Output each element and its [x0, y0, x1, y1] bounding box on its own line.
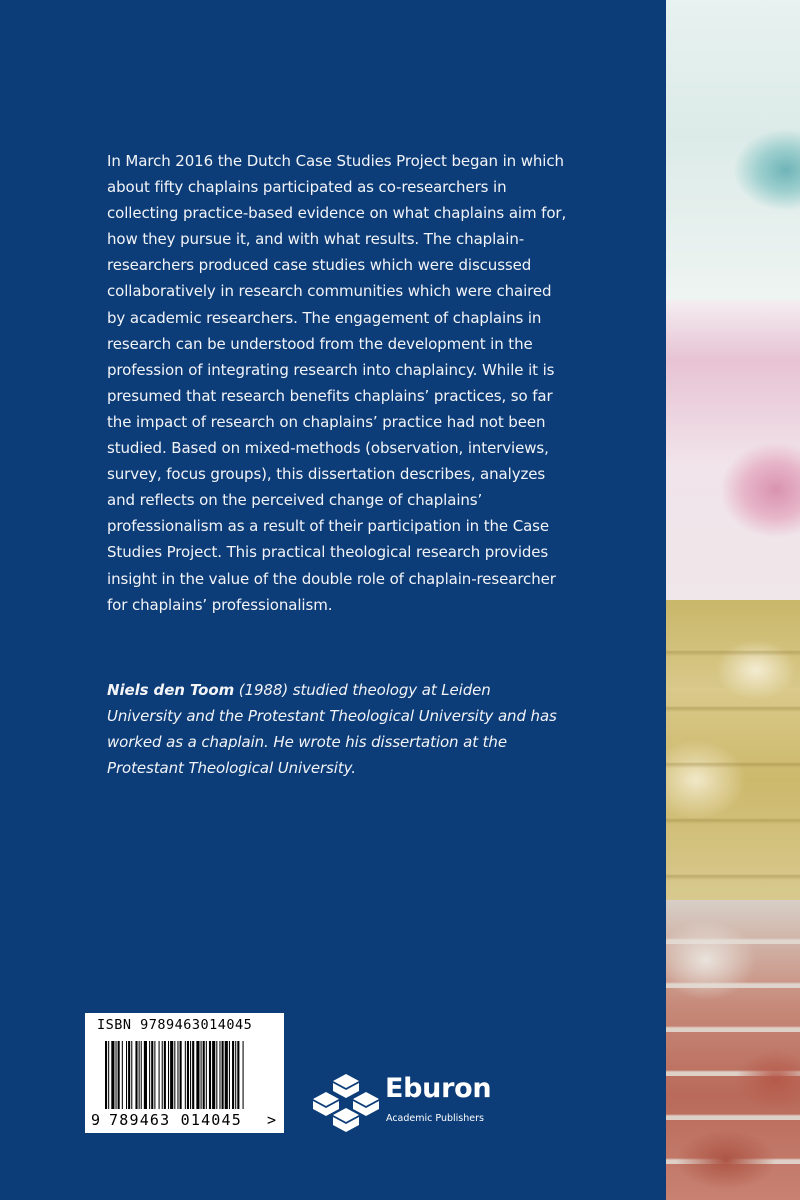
isbn-label: ISBN 9789463014045: [97, 1017, 253, 1033]
barcode-bar: [185, 1041, 186, 1109]
barcode-bar: [219, 1041, 220, 1109]
barcode-bar: [212, 1041, 215, 1109]
author-bio-text: (1988) studied theology at Leiden University and the Protestant Theological University and has worked as a chaplain. He wrote his dissertation at the Protestant Theological University.: [107, 681, 557, 777]
barcode-bar: [243, 1041, 244, 1109]
author-name: Niels den Toom: [107, 681, 235, 699]
barcode-bar: [190, 1041, 191, 1109]
barcode-bar: [203, 1041, 205, 1109]
brick-wall-photo: [666, 900, 800, 1200]
barcode-bar: [174, 1041, 175, 1109]
barcode-bar: [187, 1041, 189, 1109]
barcode-bar: [122, 1041, 123, 1109]
barcode-bar: [126, 1041, 127, 1109]
author-bio: [107, 677, 567, 781]
barcode-bar: [225, 1041, 228, 1109]
barcode-arrow: >: [267, 1111, 277, 1129]
isbn-barcode: [85, 1013, 284, 1133]
publisher-logo: [313, 1072, 513, 1136]
publisher-name: Eburon: [385, 1073, 492, 1104]
barcode-bar: [144, 1041, 147, 1109]
barcode-bar: [196, 1041, 199, 1109]
book-blurb: In March 2016 the Dutch Case Studies Project began in which about fifty chaplains participated as co-researchers in collecting practice-based evidence on what chaplains aim for, how they pursue it, and with what results. The chaplain-researchers produced case studies which were discussed collaboratively in research communities which were chaired by academic researchers. The engagement of chaplains in research can be understood from the development in the profession of integrating research into chaplaincy. While it is presumed that research benefits chaplains’ practices, so far the impact of research on chaplains’ practice had not been studied. Based on mixed-methods (observation, interviews, survey, focus groups), this dissertation describes, analyzes and reflects on the perceived change of chaplains’ professionalism as a result of their participation in the Case Studies Project. This practical theological research provides insight in the value of the double role of chaplain-researcher for chaplains’ professionalism.: [107, 152, 567, 614]
barcode-digit-prefix: 9: [91, 1111, 101, 1129]
barcode-bar: [149, 1041, 150, 1109]
barcode-bar: [177, 1041, 178, 1109]
barcode-bar: [154, 1041, 155, 1109]
barcode-bar: [206, 1041, 207, 1109]
barcode-digits: 789463 014045: [109, 1111, 242, 1129]
barcode-bar: [162, 1041, 163, 1109]
barcode-bar: [170, 1041, 173, 1109]
yellow-wall-photo: [666, 600, 800, 900]
barcode-bar: [108, 1041, 109, 1109]
barcode-bar: [232, 1041, 234, 1109]
barcode-bar: [216, 1041, 217, 1109]
barcode-bar: [237, 1041, 239, 1109]
barcode-bar: [131, 1041, 132, 1109]
barcode-bar: [201, 1041, 202, 1109]
barcode-bar: [118, 1041, 120, 1109]
barcode-bar: [151, 1041, 153, 1109]
barcode-bar: [141, 1041, 142, 1109]
barcode-bar: [105, 1041, 107, 1109]
barcode-bar: [164, 1041, 166, 1109]
eburon-logo-icon: [313, 1072, 379, 1134]
photo-strip: [666, 0, 800, 1200]
eye-photo: [666, 0, 800, 300]
publisher-tagline: Academic Publishers: [386, 1113, 484, 1124]
barcode-bar: [168, 1041, 169, 1109]
barcode-bar: [139, 1041, 140, 1109]
barcode-bar: [116, 1041, 117, 1109]
barcode-bar: [111, 1041, 114, 1109]
barcode-bar: [192, 1041, 194, 1109]
pink-texture-photo: [666, 300, 800, 600]
barcode-bar: [235, 1041, 236, 1109]
barcode-bar: [135, 1041, 137, 1109]
barcode-bar: [222, 1041, 224, 1109]
barcode-bar: [180, 1041, 182, 1109]
barcode-bar: [229, 1041, 230, 1109]
barcode-bar: [128, 1041, 130, 1109]
barcode-bar: [209, 1041, 211, 1109]
barcode-bar: [159, 1041, 160, 1109]
